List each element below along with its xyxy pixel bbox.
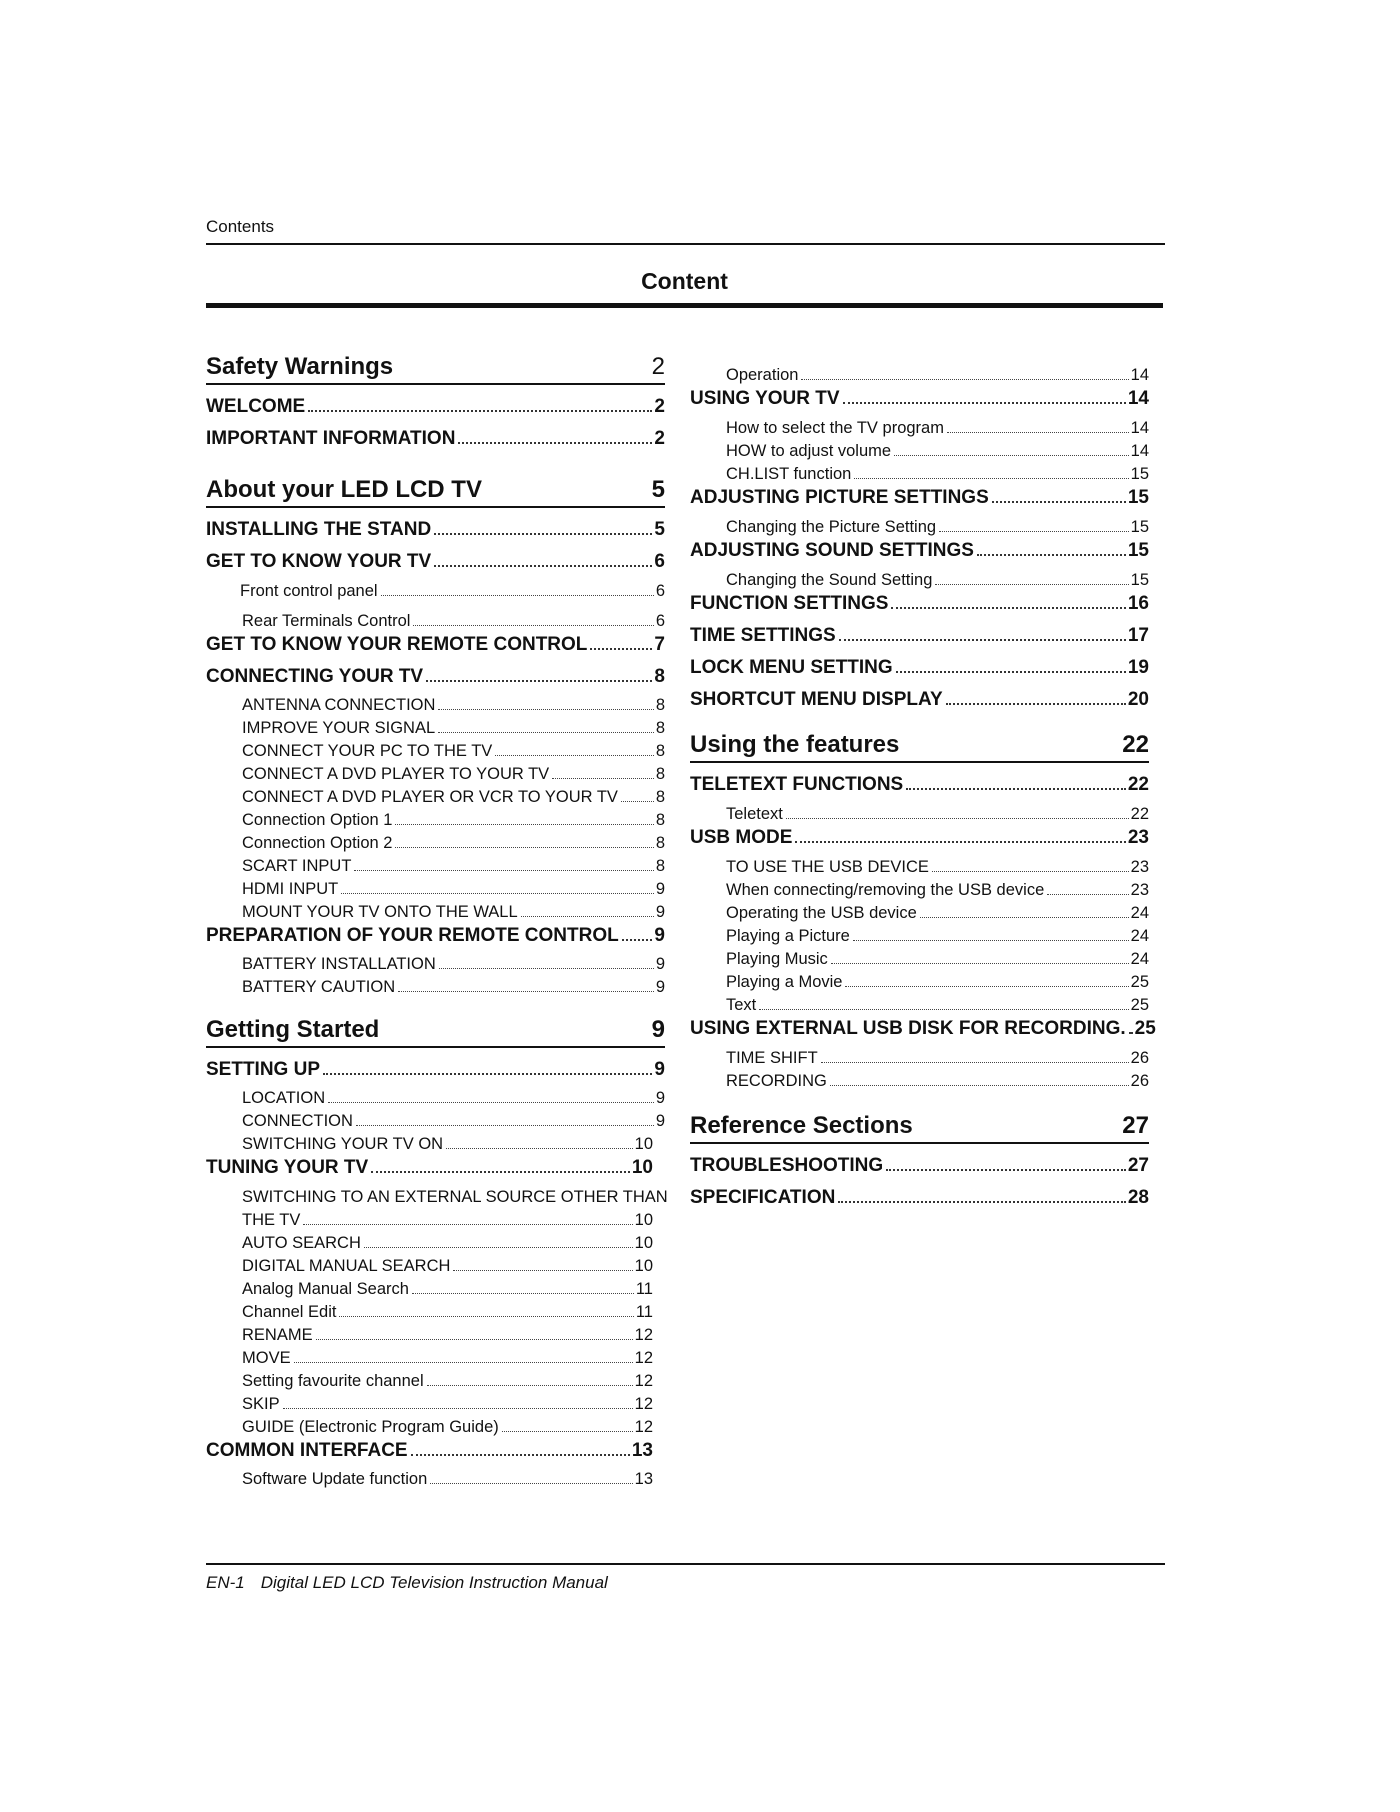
toc-subentry[interactable]: Changing the Picture Setting 15 — [726, 518, 1149, 536]
toc-subentry[interactable]: Teletext 22 — [726, 805, 1149, 823]
toc-subentry[interactable]: SCART INPUT 8 — [242, 857, 665, 875]
toc-entry-time-settings[interactable]: TIME SETTINGS 17 — [690, 625, 1149, 646]
toc-subentry[interactable]: Playing Music 24 — [726, 950, 1149, 968]
toc-subentry[interactable]: Software Update function 13 — [242, 1470, 653, 1488]
toc-subentry[interactable]: BATTERY INSTALLATION 9 — [242, 955, 665, 973]
toc-subentry[interactable]: HDMI INPUT 9 — [242, 880, 665, 898]
toc-subentry[interactable]: AUTO SEARCH 10 — [242, 1234, 653, 1252]
section-reference — [690, 1111, 1149, 1144]
footer — [206, 1573, 624, 1593]
toc-entry-important-information[interactable]: IMPORTANT INFORMATION 2 — [206, 428, 665, 449]
section-title: Using the features — [690, 731, 900, 758]
toc-entry-welcome[interactable]: WELCOME 2 — [206, 396, 665, 417]
toc-subentry[interactable]: RECORDING 26 — [726, 1072, 1149, 1090]
running-header: Contents — [206, 217, 275, 236]
toc-entry-specification[interactable]: SPECIFICATION 28 — [690, 1187, 1149, 1208]
section-title: Getting Started — [206, 1016, 380, 1043]
toc-subentry[interactable]: Operating the USB device 24 — [726, 904, 1149, 922]
toc-entry-connecting-tv[interactable]: CONNECTING YOUR TV 8 — [206, 666, 665, 687]
section-title: Safety Warnings — [206, 353, 394, 380]
section-title: About your LED LCD TV — [206, 476, 482, 503]
toc-entry-know-your-tv[interactable]: GET TO KNOW YOUR TV 6 — [206, 551, 665, 572]
footer-rule — [206, 1563, 1165, 1565]
section-page: 22 — [1122, 731, 1149, 758]
toc-entry-installing-stand[interactable]: INSTALLING THE STAND 5 — [206, 519, 665, 540]
section-using-features — [690, 730, 1149, 763]
toc-subentry-operation[interactable]: Operation 14 — [726, 366, 1149, 384]
page-title: Content — [641, 268, 728, 294]
toc-entry-usb-recording[interactable]: USING EXTERNAL USB DISK FOR RECORDING. 25 — [690, 1018, 1156, 1039]
toc-entry-using-tv[interactable]: USING YOUR TV 14 — [690, 388, 1149, 409]
toc-subentry[interactable]: GUIDE (Electronic Program Guide) 12 — [242, 1418, 653, 1436]
toc-entry-picture-settings[interactable]: ADJUSTING PICTURE SETTINGS 15 — [690, 487, 1149, 508]
toc-subentry[interactable]: How to select the TV program 14 — [726, 419, 1149, 437]
toc-entry-teletext-functions[interactable]: TELETEXT FUNCTIONS 22 — [690, 774, 1149, 795]
toc-entry-common-interface[interactable]: COMMON INTERFACE 13 — [206, 1440, 653, 1461]
toc-subentry[interactable]: HOW to adjust volume 14 — [726, 442, 1149, 460]
toc-subentry[interactable]: CH.LIST function 15 — [726, 465, 1149, 483]
toc-subentry[interactable]: CONNECTION 9 — [242, 1112, 665, 1130]
toc-subentry-switch-external[interactable]: SWITCHING TO AN EXTERNAL SOURCE OTHER THAN — [242, 1188, 668, 1206]
toc-entry-tuning-tv[interactable]: TUNING YOUR TV 10 — [206, 1157, 653, 1178]
toc-subentry[interactable]: BATTERY CAUTION 9 — [242, 978, 665, 996]
footer-page-number: EN-1 — [206, 1573, 245, 1592]
toc-entry-setting-up[interactable]: SETTING UP 9 — [206, 1059, 665, 1080]
section-safety-warnings — [206, 352, 665, 385]
toc-entry-rear-terminals[interactable]: Rear Terminals Control 6 — [242, 612, 665, 630]
toc-subentry[interactable]: CONNECT YOUR PC TO THE TV 8 — [242, 742, 665, 760]
toc-entry-function-settings[interactable]: FUNCTION SETTINGS 16 — [690, 593, 1149, 614]
toc-subentry[interactable]: Setting favourite channel 12 — [242, 1372, 653, 1390]
footer-manual-title: Digital LED LCD Television Instruction Manual — [260, 1573, 608, 1592]
toc-right-column — [690, 364, 1156, 1210]
section-title: Reference Sections — [690, 1112, 913, 1139]
toc-subentry[interactable]: CONNECT A DVD PLAYER OR VCR TO YOUR TV 8 — [242, 788, 665, 806]
toc-subentry[interactable]: SKIP 12 — [242, 1395, 653, 1413]
toc-entry-usb-mode[interactable]: USB MODE 23 — [690, 827, 1149, 848]
toc-entry-know-remote[interactable]: GET TO KNOW YOUR REMOTE CONTROL 7 — [206, 634, 665, 655]
toc-entry-preparation-remote[interactable]: PREPARATION OF YOUR REMOTE CONTROL 9 — [206, 925, 665, 946]
toc-subentry-switch-external-cont[interactable]: THE TV 10 — [242, 1211, 653, 1229]
header-rule — [206, 243, 1165, 245]
toc-subentry[interactable]: DIGITAL MANUAL SEARCH 10 — [242, 1257, 653, 1275]
toc-subentry[interactable]: Connection Option 1 8 — [242, 811, 665, 829]
toc-subentry[interactable]: Channel Edit 11 — [242, 1303, 653, 1321]
toc-subentry[interactable]: Changing the Sound Setting 15 — [726, 571, 1149, 589]
toc-entry-sound-settings[interactable]: ADJUSTING SOUND SETTINGS 15 — [690, 540, 1149, 561]
toc-left-column — [206, 352, 668, 1491]
toc-subentry[interactable]: TO USE THE USB DEVICE 23 — [726, 858, 1149, 876]
toc-subentry[interactable]: Playing a Movie 25 — [726, 973, 1149, 991]
section-page: 5 — [651, 476, 665, 503]
toc-subentry[interactable]: ANTENNA CONNECTION 8 — [242, 696, 665, 714]
connecting-subentries — [206, 694, 665, 924]
toc-subentry[interactable]: Playing a Picture 24 — [726, 927, 1149, 945]
toc-subentry[interactable]: IMPROVE YOUR SIGNAL 8 — [242, 719, 665, 737]
toc-subentry[interactable]: Text 25 — [726, 996, 1149, 1014]
section-about-your-tv — [206, 475, 665, 508]
toc-subentry[interactable]: CONNECT A DVD PLAYER TO YOUR TV 8 — [242, 765, 665, 783]
toc-subentry[interactable]: Connection Option 2 8 — [242, 834, 665, 852]
toc-subentry[interactable]: SWITCHING YOUR TV ON 10 — [242, 1135, 653, 1153]
toc-entry-lock-menu[interactable]: LOCK MENU SETTING 19 — [690, 657, 1149, 678]
toc-subentry[interactable]: LOCATION 9 — [242, 1089, 665, 1107]
toc-entry-front-panel[interactable]: Front control panel 6 — [240, 582, 665, 600]
toc-subentry[interactable]: MOUNT YOUR TV ONTO THE WALL 9 — [242, 903, 665, 921]
toc-subentry[interactable]: TIME SHIFT 26 — [726, 1049, 1149, 1067]
section-page: 2 — [651, 353, 665, 380]
toc-subentry[interactable]: When connecting/removing the USB device 23 — [726, 881, 1149, 899]
section-page: 27 — [1122, 1112, 1149, 1139]
toc-subentry[interactable]: Analog Manual Search 11 — [242, 1280, 653, 1298]
toc-subentry[interactable]: MOVE 12 — [242, 1349, 653, 1367]
toc-subentry[interactable]: RENAME 12 — [242, 1326, 653, 1344]
section-page: 9 — [651, 1016, 665, 1043]
title-rule — [206, 303, 1163, 308]
toc-entry-troubleshooting[interactable]: TROUBLESHOOTING 27 — [690, 1155, 1149, 1176]
section-getting-started — [206, 1015, 665, 1048]
toc-entry-shortcut-menu[interactable]: SHORTCUT MENU DISPLAY 20 — [690, 689, 1149, 710]
